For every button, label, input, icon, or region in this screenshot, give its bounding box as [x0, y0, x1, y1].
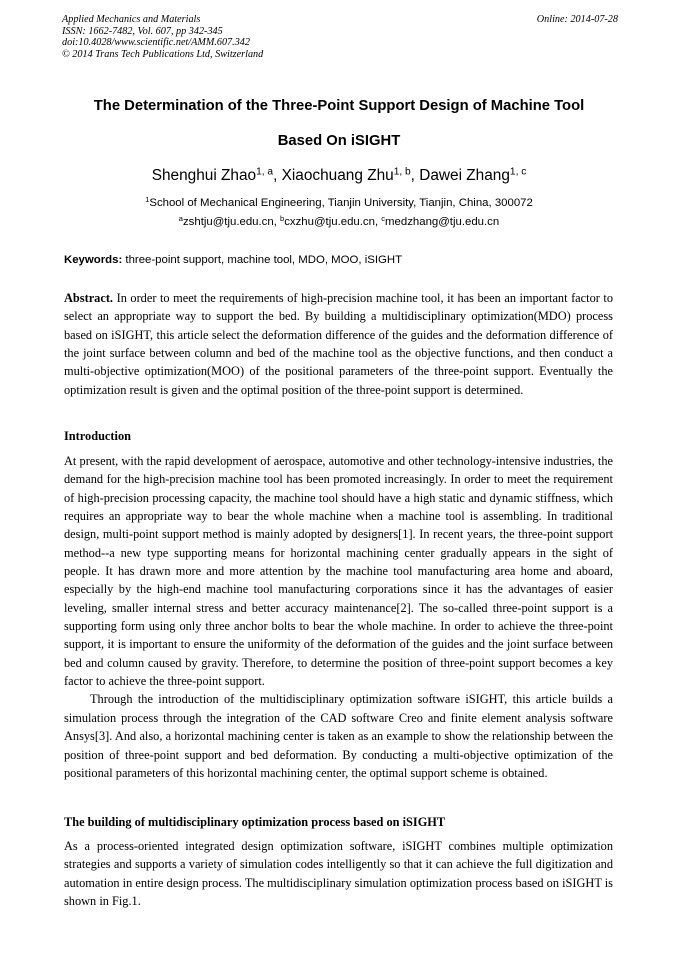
affiliation-line [40, 194, 638, 213]
author-affil-sup: 1, a [256, 166, 274, 178]
introduction-body [64, 452, 613, 782]
email-address: medzhang@tju.edu.cn [385, 216, 500, 228]
keywords-label: Keywords: [64, 254, 123, 266]
author-name: Shenghui Zhao [151, 167, 257, 184]
section-heading-mdo-process: The building of multidisciplinary optimization process based on iSIGHT [64, 815, 446, 829]
abstract-text: In order to meet the requirements of high-precision machine tool, it has been an important factor to select an appropriate way to support the bed. By building a multidisciplinary optimization(MDO) process based on iSIGHT, this article select the deformation difference of the guides and the deformation difference of the joint surface between column and bed of the machine tool as the objective functions, and then conduct a multi-objective optimization(MOO) of the positional parameters of the three-point support. Eventually the optimization result is given and the optimal position of the three-point support is determined. [64, 291, 613, 397]
affiliation-sup: 1 [145, 194, 150, 204]
author-affil-sup: 1, c [509, 166, 527, 178]
paragraph: Through the introduction of the multidisciplinary optimization software iSIGHT, this article builds a simulation process through the integration of the CAD software Creo and finite element analysis software Ansys[3]. And also, a horizontal machining center is taken as an example to show the relationship between the position of three-point support and bed deformation. By conducting a multi-objective optimization of the positional parameters of this horizontal machining center, the optimal support scheme is obtained. [64, 692, 613, 780]
paragraph: As a process-oriented integrated design optimization software, iSIGHT combines multiple optimization strategies and supports a variety of simulation codes intelligently so that it can achieve the full digitization and automation in entire design process. The multidisciplinary simulation optimization process based on iSIGHT is shown in Fig.1. [64, 839, 613, 909]
copyright-line: © 2014 Trans Tech Publications Ltd, Switzerland [62, 48, 264, 60]
author-affil-sup: 1, b [393, 166, 411, 178]
keywords-text: three-point support, machine tool, MDO, MOO, iSIGHT [125, 254, 403, 266]
paragraph: At present, with the rapid development of aerospace, automotive and other technology-intensive industries, the demand for the high-precision machine tool has been promoted increasingly. In order to meet the requirement of high-precision processing capacity, the machine tool should have a high static and dynamic stiffness, which requires an appropriate way to bear the whole machine when a machine tool is assembling. In traditional design, multi-point support method is mainly adopted by designers[1]. In recent years, the three-point support method--a new type supporting means for horizontal machining center gradually appears in the sight of people. It has drawn more and more attention by the machine tool manufacturing area home and aboard, especially by the high-end machine tool manufacturing corporations since it has the advantages of easier leveling, smaller internal stress and better accuracy maintenance[2]. The so-called three-point support is a supporting form using only three anchor bolts to bear the whole machine. In order to achieve the three-point support, it is important to ensure the uniformity of the deformation of the guides and the joint surface between bed and column caused by gravity. Therefore, to determine the position of three-point support becomes a key factor to achieve the three-point support. [64, 454, 613, 689]
author-name: Dawei Zhang [419, 167, 510, 184]
affiliation-text: School of Mechanical Engineering, Tianjin University, Tianjin, China, 300072 [149, 197, 533, 209]
section2-body [64, 837, 613, 910]
email-sup: c [381, 213, 386, 223]
section-heading-introduction: Introduction [64, 429, 131, 443]
title-line-1: The Determination of the Three-Point Support Design of Machine Tool [93, 98, 585, 114]
email-address: zshtju@tju.edu.cn [182, 216, 274, 228]
email-sup: b [280, 213, 285, 223]
email-sup: a [178, 213, 183, 223]
paper-title [40, 89, 638, 159]
abstract-label: Abstract. [64, 291, 114, 305]
online-date: Online: 2014-07-28 [536, 14, 618, 25]
email-address: cxzhu@tju.edu.cn [284, 216, 375, 228]
journal-name: Applied Mechanics and Materials [62, 14, 201, 25]
affiliation-block [40, 194, 638, 232]
keywords [64, 252, 620, 268]
email-line: $^a$zshtju@tju.edu.cn, $^b$cxzhu@tju.edu.cn, $^c$medzhang@tju.edu.cn [178, 213, 500, 228]
author-name: Xiaochuang Zhu [281, 167, 394, 184]
author-list: Shenghui Zhao$^{1, a}$, Xiaochuang Zhu$^{1, b}$, Dawei Zhang$^{1, c}$ [151, 166, 527, 184]
doi-line: doi:10.4028/www.scientific.net/AMM.607.342 [62, 37, 250, 49]
abstract [64, 289, 613, 399]
title-line-2: Based On iSIGHT [277, 133, 401, 149]
journal-header [62, 14, 618, 60]
issn-line: ISSN: 1662-7482, Vol. 607, pp 342-345 [62, 25, 223, 37]
